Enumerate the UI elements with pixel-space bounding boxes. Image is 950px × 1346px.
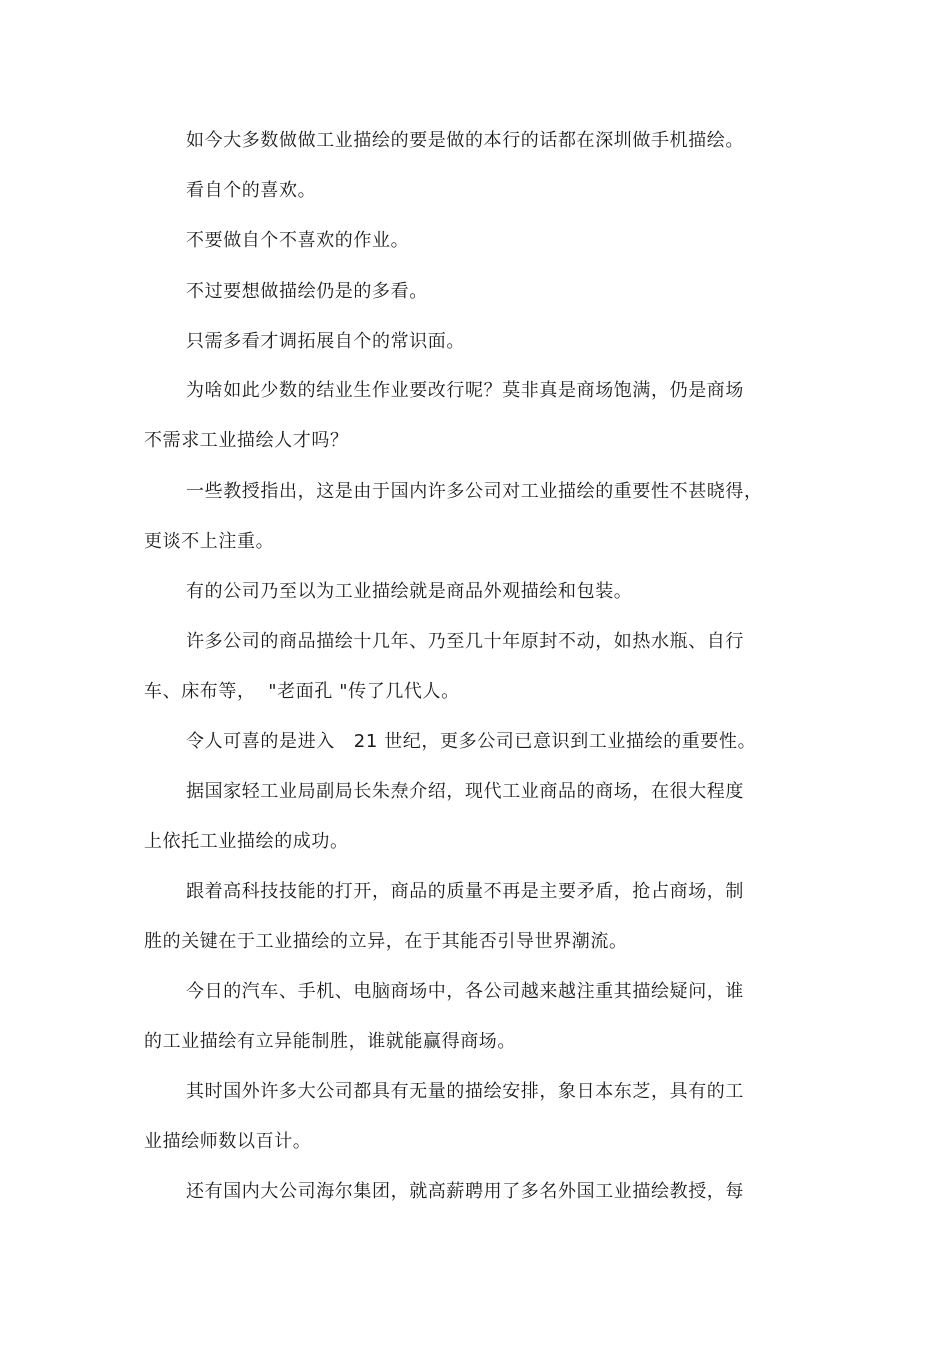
text-line: 车、床布等， "老面孔 "传了几代人。	[144, 681, 460, 702]
text-line: 据国家轻工业局副局长朱焘介绍，现代工业商品的商场，在很大程度	[186, 781, 744, 802]
text-line: 还有国内大公司海尔集团，就高薪聘用了多名外国工业描绘教授，每	[186, 1181, 744, 1202]
text-line: 上依托工业描绘的成功。	[144, 831, 349, 852]
text-line: 只需多看才调拓展自个的常识面。	[186, 331, 465, 352]
text-line: 许多公司的商品描绘十几年、乃至几十年原封不动，如热水瓶、自行	[186, 631, 744, 652]
text-line: 跟着高科技技能的打开，商品的质量不再是主要矛盾，抢占商场，制	[186, 881, 744, 902]
text-line: 有的公司乃至以为工业描绘就是商品外观描绘和包装。	[186, 581, 633, 602]
text-line: 胜的关键在于工业描绘的立异，在于其能否引导世界潮流。	[144, 931, 628, 952]
text-line: 业描绘师数以百计。	[144, 1131, 312, 1152]
text-line: 一些教授指出，这是由于国内许多公司对工业描绘的重要性不甚晓得，	[186, 481, 763, 502]
text-line: 其时国外许多大公司都具有无量的描绘安排，象日本东芝，具有的工	[186, 1081, 744, 1102]
text-line: 看自个的喜欢。	[186, 180, 317, 201]
text-line: 不需求工业描绘人才吗？	[144, 430, 349, 451]
text-line: 如今大多数做做工业描绘的要是做的本行的话都在深圳做手机描绘。	[186, 130, 744, 151]
text-line: 今日的汽车、手机、电脑商场中，各公司越来越注重其描绘疑问，谁	[186, 981, 744, 1002]
text-line: 更谈不上注重。	[144, 531, 275, 552]
text-line: 不要做自个不喜欢的作业。	[186, 230, 410, 251]
text-line: 的工业描绘有立异能制胜，谁就能赢得商场。	[144, 1031, 516, 1052]
text-line: 为啥如此少数的结业生作业要改行呢？莫非真是商场饱满，仍是商场	[186, 380, 744, 401]
text-line: 不过要想做描绘仍是的多看。	[186, 281, 428, 302]
text-line: 令人可喜的是进入 21 世纪，更多公司已意识到工业描绘的重要性。	[186, 731, 757, 752]
